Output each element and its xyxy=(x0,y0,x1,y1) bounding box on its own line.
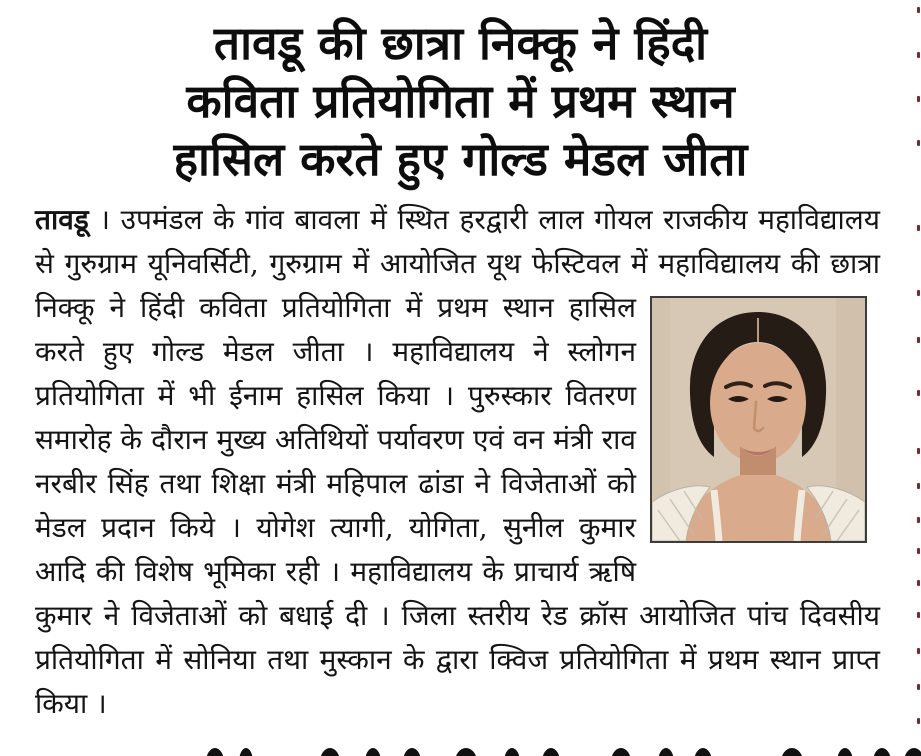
headline-line-3: हासिल करते हुए गोल्ड मेडल जीता xyxy=(173,132,748,186)
dateline: तावडू xyxy=(35,203,89,236)
article-headline xyxy=(0,0,921,190)
student-photo xyxy=(650,296,867,543)
crop-mark xyxy=(917,612,920,618)
cutoff-glyph-fragment xyxy=(365,748,381,756)
headline-line-2: कविता प्रतियोगिता में प्रथम स्थान xyxy=(186,74,735,128)
crop-mark xyxy=(917,390,920,396)
cutoff-glyph-fragment xyxy=(504,748,520,756)
photo-face xyxy=(710,343,806,463)
right-edge-crop-marks xyxy=(915,0,921,756)
cutoff-glyph-fragment xyxy=(320,748,340,756)
crop-mark xyxy=(917,548,920,554)
cutoff-glyph-fragment xyxy=(837,748,853,756)
body-text: उपमंडल के गांव बावला में स्थित हरद्वारी लाल गोयल राजकीय महाविद्यालय से गुरुग्राम यूनिवर्सिटी, गुरुग्राम में आयोजित यूथ फेस्टिवल में महाविद्यालय की छात्रा निक्कू ने हिंदी कविता प्रतियोगिता में प्रथम स्थान हासिल करते हुए गोल्ड मेडल जीता । महाविद्यालय ने स्लोगन प्रतियोगिता में भी ईनाम हासिल किया । पुरुस्कार वितरण समारोह के दौरान मुख्य अतिथियों पर्यावरण एवं वन मंत्री राव नरबीर सिंह तथा शिक्षा मंत्री महिपाल ढांडा ने विजेताओं को मेडल प्रदान किये । योगेश त्यागी, योगिता, सुनील कुमार आदि की विशेष भूमिका रही । महाविद्यालय के प्राचार्य ऋषि कुमार ने विजेताओं को बधाई दी । जिला स्तरीय रेड क्रॉस आयोजित पांच दिवसीय प्रतियोगिता में सोनिया तथा मुस्कान के द्वारा क्विज प्रतियोगिता में प्रथम स्थान प्राप्त किया । xyxy=(35,203,880,720)
crop-mark xyxy=(917,517,920,523)
crop-mark xyxy=(917,52,920,58)
crop-mark xyxy=(917,225,920,231)
crop-mark xyxy=(917,718,920,724)
dateline-separator: । xyxy=(88,203,121,236)
cutoff-glyph-fragment xyxy=(455,748,477,756)
headline-line-1: तावडू की छात्रा निक्कू ने हिंदी xyxy=(213,16,708,70)
crop-mark xyxy=(917,648,920,654)
crop-mark xyxy=(917,140,920,146)
cutoff-glyph-fragment xyxy=(542,748,560,756)
cutoff-glyph-fragment xyxy=(873,748,891,756)
crop-mark xyxy=(917,448,920,454)
crop-mark xyxy=(917,580,920,586)
student-portrait-illustration xyxy=(652,298,865,541)
cutoff-glyph-fragment xyxy=(781,748,803,756)
cutoff-glyph-fragment xyxy=(658,748,674,756)
crop-mark xyxy=(917,96,920,102)
article-body xyxy=(0,198,921,726)
cutoff-glyph-fragment xyxy=(694,748,712,756)
crop-mark xyxy=(917,7,920,13)
cutoff-glyph-fragment xyxy=(206,748,224,756)
crop-mark xyxy=(917,483,920,489)
cutoff-glyph-fragment xyxy=(403,748,421,756)
crop-mark xyxy=(917,290,920,296)
crop-mark xyxy=(917,337,920,343)
cutoff-glyph-fragment xyxy=(239,748,253,756)
cutoff-glyph-fragment xyxy=(611,748,631,756)
crop-mark xyxy=(917,684,920,690)
